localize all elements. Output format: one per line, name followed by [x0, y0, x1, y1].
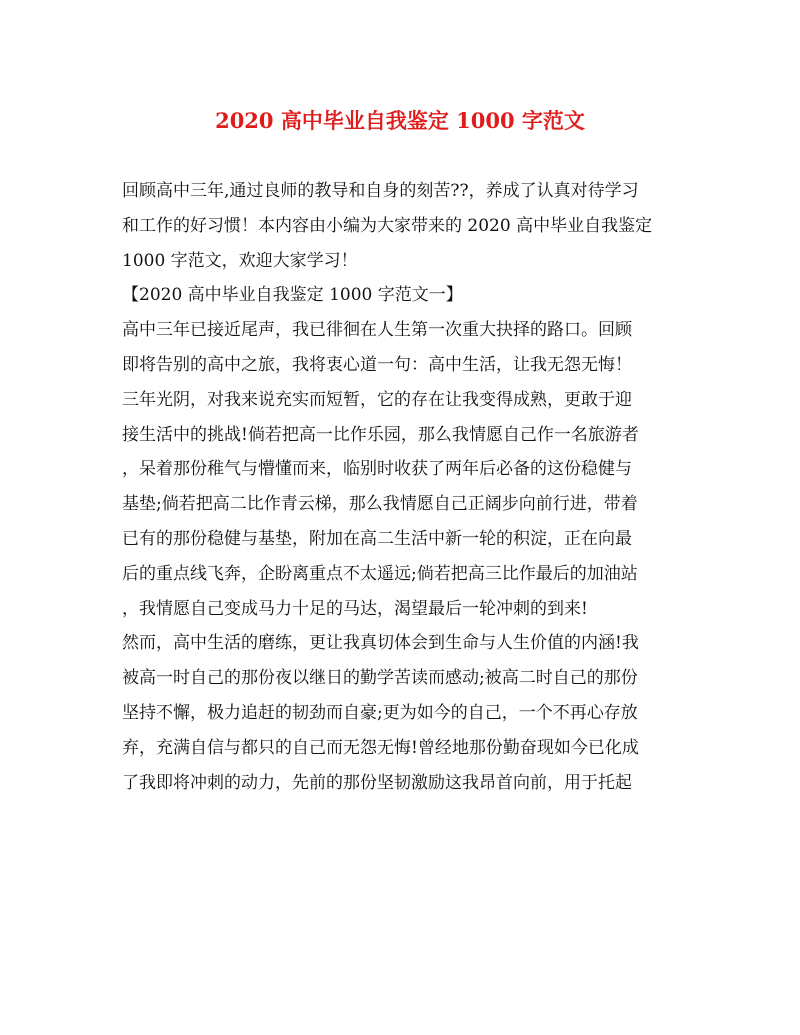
- body-line: 后的重点线飞奔，企盼离重点不太遥远;倘若把高三比作最后的加油站: [122, 563, 638, 584]
- body-line: 基垫;倘若把高二比作青云梯，那么我情愿自己正阔步向前行进，带着: [122, 494, 638, 515]
- body-line: ，我情愿自己变成马力十足的马达，渴望最后一轮冲刺的到来!: [122, 598, 588, 619]
- document-title: 2020 高中毕业自我鉴定 1000 字范文: [215, 108, 585, 133]
- body-line: 1000 字范文，欢迎大家学习！: [122, 250, 358, 271]
- body-line: 弃，充满自信与都只的自己而无怨无悔!曾经地那份勤奋现如今已化成: [122, 737, 639, 758]
- document-body: [122, 181, 687, 807]
- body-line: 回顾高中三年,通过良师的教导和自身的刻苦??，养成了认真对待学习: [122, 181, 639, 201]
- body-line: 高中三年已接近尾声，我已徘徊在人生第一次重大抉择的路口。回顾: [122, 320, 632, 341]
- body-line: 被高一时自己的那份夜以继日的勤学苦读而感动;被高二时自己的那份: [122, 668, 638, 689]
- body-line: 三年光阴，对我来说充实而短暂，它的存在让我变得成熟，更敢于迎: [122, 389, 632, 410]
- body-line: 然而，高中生活的磨练，更让我真切体会到生命与人生价值的内涵!我: [122, 633, 639, 654]
- section-heading: 【2020 高中毕业自我鉴定 1000 字范文一】: [122, 285, 463, 306]
- body-line: 坚持不懈，极力追赶的韧劲而自豪;更为如今的自己，一个不再心存放: [122, 702, 638, 723]
- body-line: 和工作的好习惯！本内容由小编为大家带来的 2020 高中毕业自我鉴定: [122, 215, 653, 236]
- body-line: 了我即将冲刺的动力，先前的那份坚韧激励这我昂首向前，用于托起: [122, 772, 632, 793]
- body-line: 已有的那份稳健与基垫，附加在高二生活中新一轮的积淀，正在向最: [122, 528, 632, 549]
- body-line: ，呆着那份稚气与懵懂而来，临别时收获了两年后必备的这份稳健与: [122, 459, 632, 480]
- body-line: 接生活中的挑战!倘若把高一比作乐园，那么我情愿自己作一名旅游者: [122, 424, 639, 445]
- body-line: 即将告别的高中之旅，我将衷心道一句：高中生活，让我无怨无悔！: [122, 354, 632, 375]
